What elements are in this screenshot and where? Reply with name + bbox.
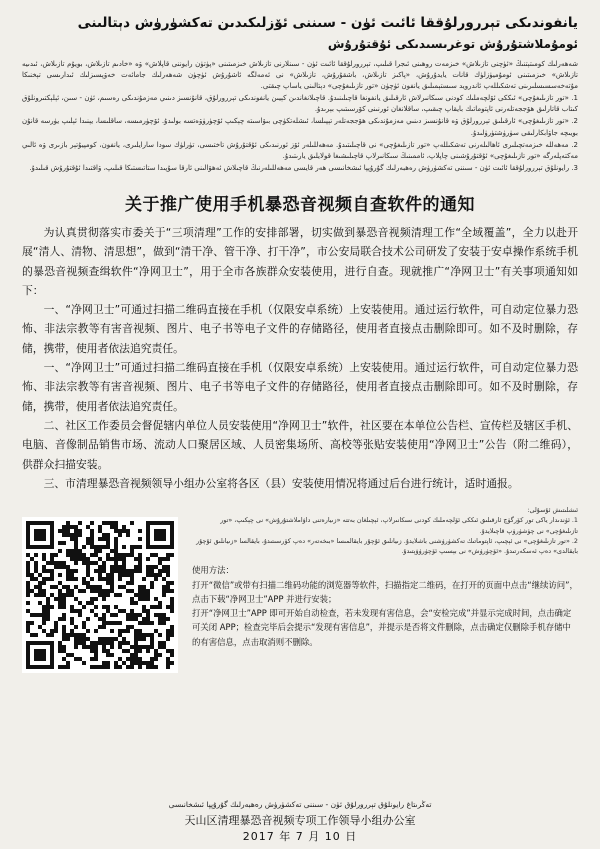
chinese-paragraph: 三、市清理暴恐音视频领导小组办公室将各区（县）安装使用情况将通过后台进行统计，适时通报。 — [43, 476, 519, 490]
chinese-paragraph: 为认真贯彻落实市委关于“三项清理”工作的安排部署，切实做到暴恐音视频清理工作“全域覆盖”，全力以赴开展“清人、清物、清思想”，做到“清干净、管干净、打干净”，市公安局联合技术公司研发了安装于安卓操作系统手机的暴恐音视频查缉软件“净网卫士”，用于全市各族群众安装使用，进行自查。现就推广“净网卫士”有关事项通知如下： — [22, 225, 578, 297]
uyghur-title: يانفوندىكى تېررورلۇققا ئائىت ئۈن - سىننى ئۆزلىكىدىن تەكشۈرۈش دېتالىنى — [77, 15, 578, 31]
signature-date: 2017 年 7 月 10 日 — [242, 830, 358, 843]
uyghur-subtitle: ئومۇملاشتۇرۇش توغرىسىدىكى ئۇقتۇرۇش — [327, 37, 578, 51]
uyghur-body — [22, 59, 578, 174]
chinese-paragraph: 一、“净网卫士”可通过扫描二维码直接在手机（仅限安卓系统）上安装使用。通过运行软件，可自动定位暴力恐怖、非法宗教等有害音视频、图片、电子书等电子文件的存储路径，使用者直接点击删除即可。如不及时删除，存储，携带，使用者依法追究责任。 — [22, 303, 578, 355]
instructions-text — [184, 505, 578, 717]
instruction-step: 打开“微信”或带有扫描二维码功能的浏览器等软件，扫描指定二维码，在打开的页面中点击“继续访问”，点击下载“净网卫士”APP 并进行安装； — [192, 579, 578, 604]
signature-uyghur-org: تەڭرىتاغ رايونلۇق تېررورلۇق ئۈن - سىننى تەكشۈرۈش رەھبەرلىك گۇرۇپپا ئىشخانىسى — [168, 800, 432, 809]
uyghur-instructions — [192, 505, 578, 556]
uyghur-instruction-line: 1. ئۈندىدار ياكى تور كۆرگۈچ ئارقىلىق ئىككى ئۆلچەملىك كودنى سىكانىرلاپ، ئېچىلغان بەتتە «زىيارەتنى داۋاملاشتۇرۇش» نى چېكىپ، «تور تازىلىغۇچى» نى چۈشۈرۈپ قاچىلايدۇ. — [220, 516, 578, 535]
instructions-heading: 使用方法： — [192, 564, 234, 575]
uyghur-section — [22, 14, 578, 174]
instruction-step: 打开“净网卫士”APP 即可开始自动检查，若未发现有害信息，会“安检完成”并显示完成时间，点击确定可关闭 APP；检查完毕后会提示“发现有害信息”，并提示是否将文件删除，点击确定仅删除手机存储中的有害信息，点击取消则不删除。 — [192, 608, 572, 647]
uyghur-paragraph: 1. «تور تازىلىغۇچى» ئىككى ئۆلچەملىك كودنى سىكانىرلاش ئارقىلىق يانفونغا قاچىلىنىدۇ. قاچىلانغاندىن كېيىن يانفوندىكى تېررورلۇق، قانۇنسىز دىنىي مەزمۇندىكى رەسىم، ئۈن - سىن، ئېلېكتىرونلۇق كىتاب قاتارلىق ھۆججەتلەرنى ئاپتوماتىك بايقاپ چىقىپ، ساقلانغان ئورنىنى كۆرسىتىپ بېرىدۇ. — [22, 94, 578, 114]
chinese-instructions — [192, 563, 578, 649]
uyghur-instruction-line: 2. «تور تازىلىغۇچى» نى ئېچىپ، ئاپتوماتىك تەكشۈرۈشنى باشلايدۇ. زىيانلىق ئۇچۇر بايقالمىسا «بىخەتەر» دەپ كۆرسىتىدۇ، بايقالسا «زىيانلىق ئۇچۇر بايقالدى» دەپ ئەسكەرتىدۇ. «ئۆچۈرۈش» نى بېسىپ ئۆچۈرۈۋېتىدۇ. — [196, 536, 578, 556]
uyghur-paragraph: 3. رايونلۇق تېررورلۇققا ئائىت ئۈن - سىننى تەكشۈرۈش رەھبەرلىك گۇرۇپپا ئىشخانىسى ھەر قايسى مەھەللىلەرنىڭ قاچىلاش ئەھۋالىنى ئارقا سۇپىدا ستاتىستىكا قىلىپ، ۋاقتىدا ئۇقتۇرۇش قىلىدۇ. — [29, 163, 578, 172]
uyghur-paragraph: 2. «تور تازىلىغۇچى» ئارقىلىق تېررورلۇق ۋە قانۇنسىز دىنىي مەزمۇندىكى ھۆججەتلەر تېپىلسا، ئىشلەتكۈچى بىۋاسىتە چېكىپ ئۆچۈرۈۋەتسە بولىدۇ. ئۆچۈرمىسە، ساقلىسا، يېنىدا ئېلىپ يۈرسە قانۇن بويىچە جاۋابكارلىقى سۈرۈشتۈرۈلىدۇ. — [22, 117, 578, 137]
chinese-paragraph: 一、“净网卫士”可通过扫描二维码直接在手机（仅限安卓系统）上安装使用。通过运行软件，可自动定位暴力恐怖、非法宗教等有害音视频、图片、电子书等电子文件的存储路径，使用者直接点击删除即可。如不及时删除，存储，携带，使用者依法追究责任。 — [22, 361, 578, 413]
chinese-paragraph: 二、社区工作委员会督促辖内单位人员安装使用“净网卫士”软件，社区要在本单位公告栏、宣传栏及辖区手机、电脑、音像制品销售市场、流动人口聚居区域、人员密集场所、高校等张贴安装使用“净网卫士”公告（附二维码），供群众扫描安装。 — [22, 418, 578, 471]
uyghur-instruction-line: ئىشلىتىش ئۇسۇلى: — [527, 506, 578, 515]
chinese-title: 关于推广使用手机暴恐音视频自查软件的通知 — [125, 194, 475, 215]
instructions-section — [22, 505, 578, 717]
chinese-body — [22, 223, 578, 493]
qr-code-container — [22, 505, 184, 717]
qr-code-image[interactable] — [22, 517, 178, 673]
uyghur-paragraph: 2. مەھەللە خىزمەتچىلىرى ئاھالىلەرنى تەشكىللەپ «تور تازىلىغۇچى» نى قاچىلىتىدۇ. مەھەللىلەر ئۆز ئورنىدىكى ئۇقتۇرۇش تاختىسى، تۈرلۈك سودا سارايلىرى، يانفون، كومپيۇتېر بازىرى ۋە ئالىي مەكتەپلەرگە «تور تازىلىغۇچى» ئۇقتۇرۇشىنى چاپلاپ، ئاممىنىڭ سىكانىرلاپ قاچىلىشىغا قولايلىق يارىتىدۇ. — [22, 140, 578, 160]
uyghur-paragraph: شەھەرلىك كومىتېتنىڭ «ئۈچنى تازىلاش» خىزمەت روھىنى ئىجرا قىلىپ، تېررورلۇققا ئائىت ئۈن - سىنلارنى تازىلاش خىزمىتىنى «پۈتۈن رايوننى قاپلاش» ۋە «خادىم تازىلاش، بويۇم تازىلاش، ئىدىيە تازىلاش» خىزمىتىنى ئومۇميۈزلۈك قانات يايدۇرۇش، «پاكىز تازىلاش، باشقۇرۇش، تازىلاش» نى ئەمەلگە ئاشۇرۇش ئۈچۈن شەھەرلىك جامائەت خەۋپسىزلىك ئىدارىسى تېخنىكا مۇتەخەسسىسلىرىنى تەشكىللەپ ئاندرويد سىستېمىلىق يانفون ئۈچۈن «تور تازىلىغۇچى» دېتالىنى ياساپ چىقتى. — [22, 60, 578, 91]
signature-org: 天山区清理暴恐音视频专项工作领导小组办公室 — [184, 814, 416, 827]
